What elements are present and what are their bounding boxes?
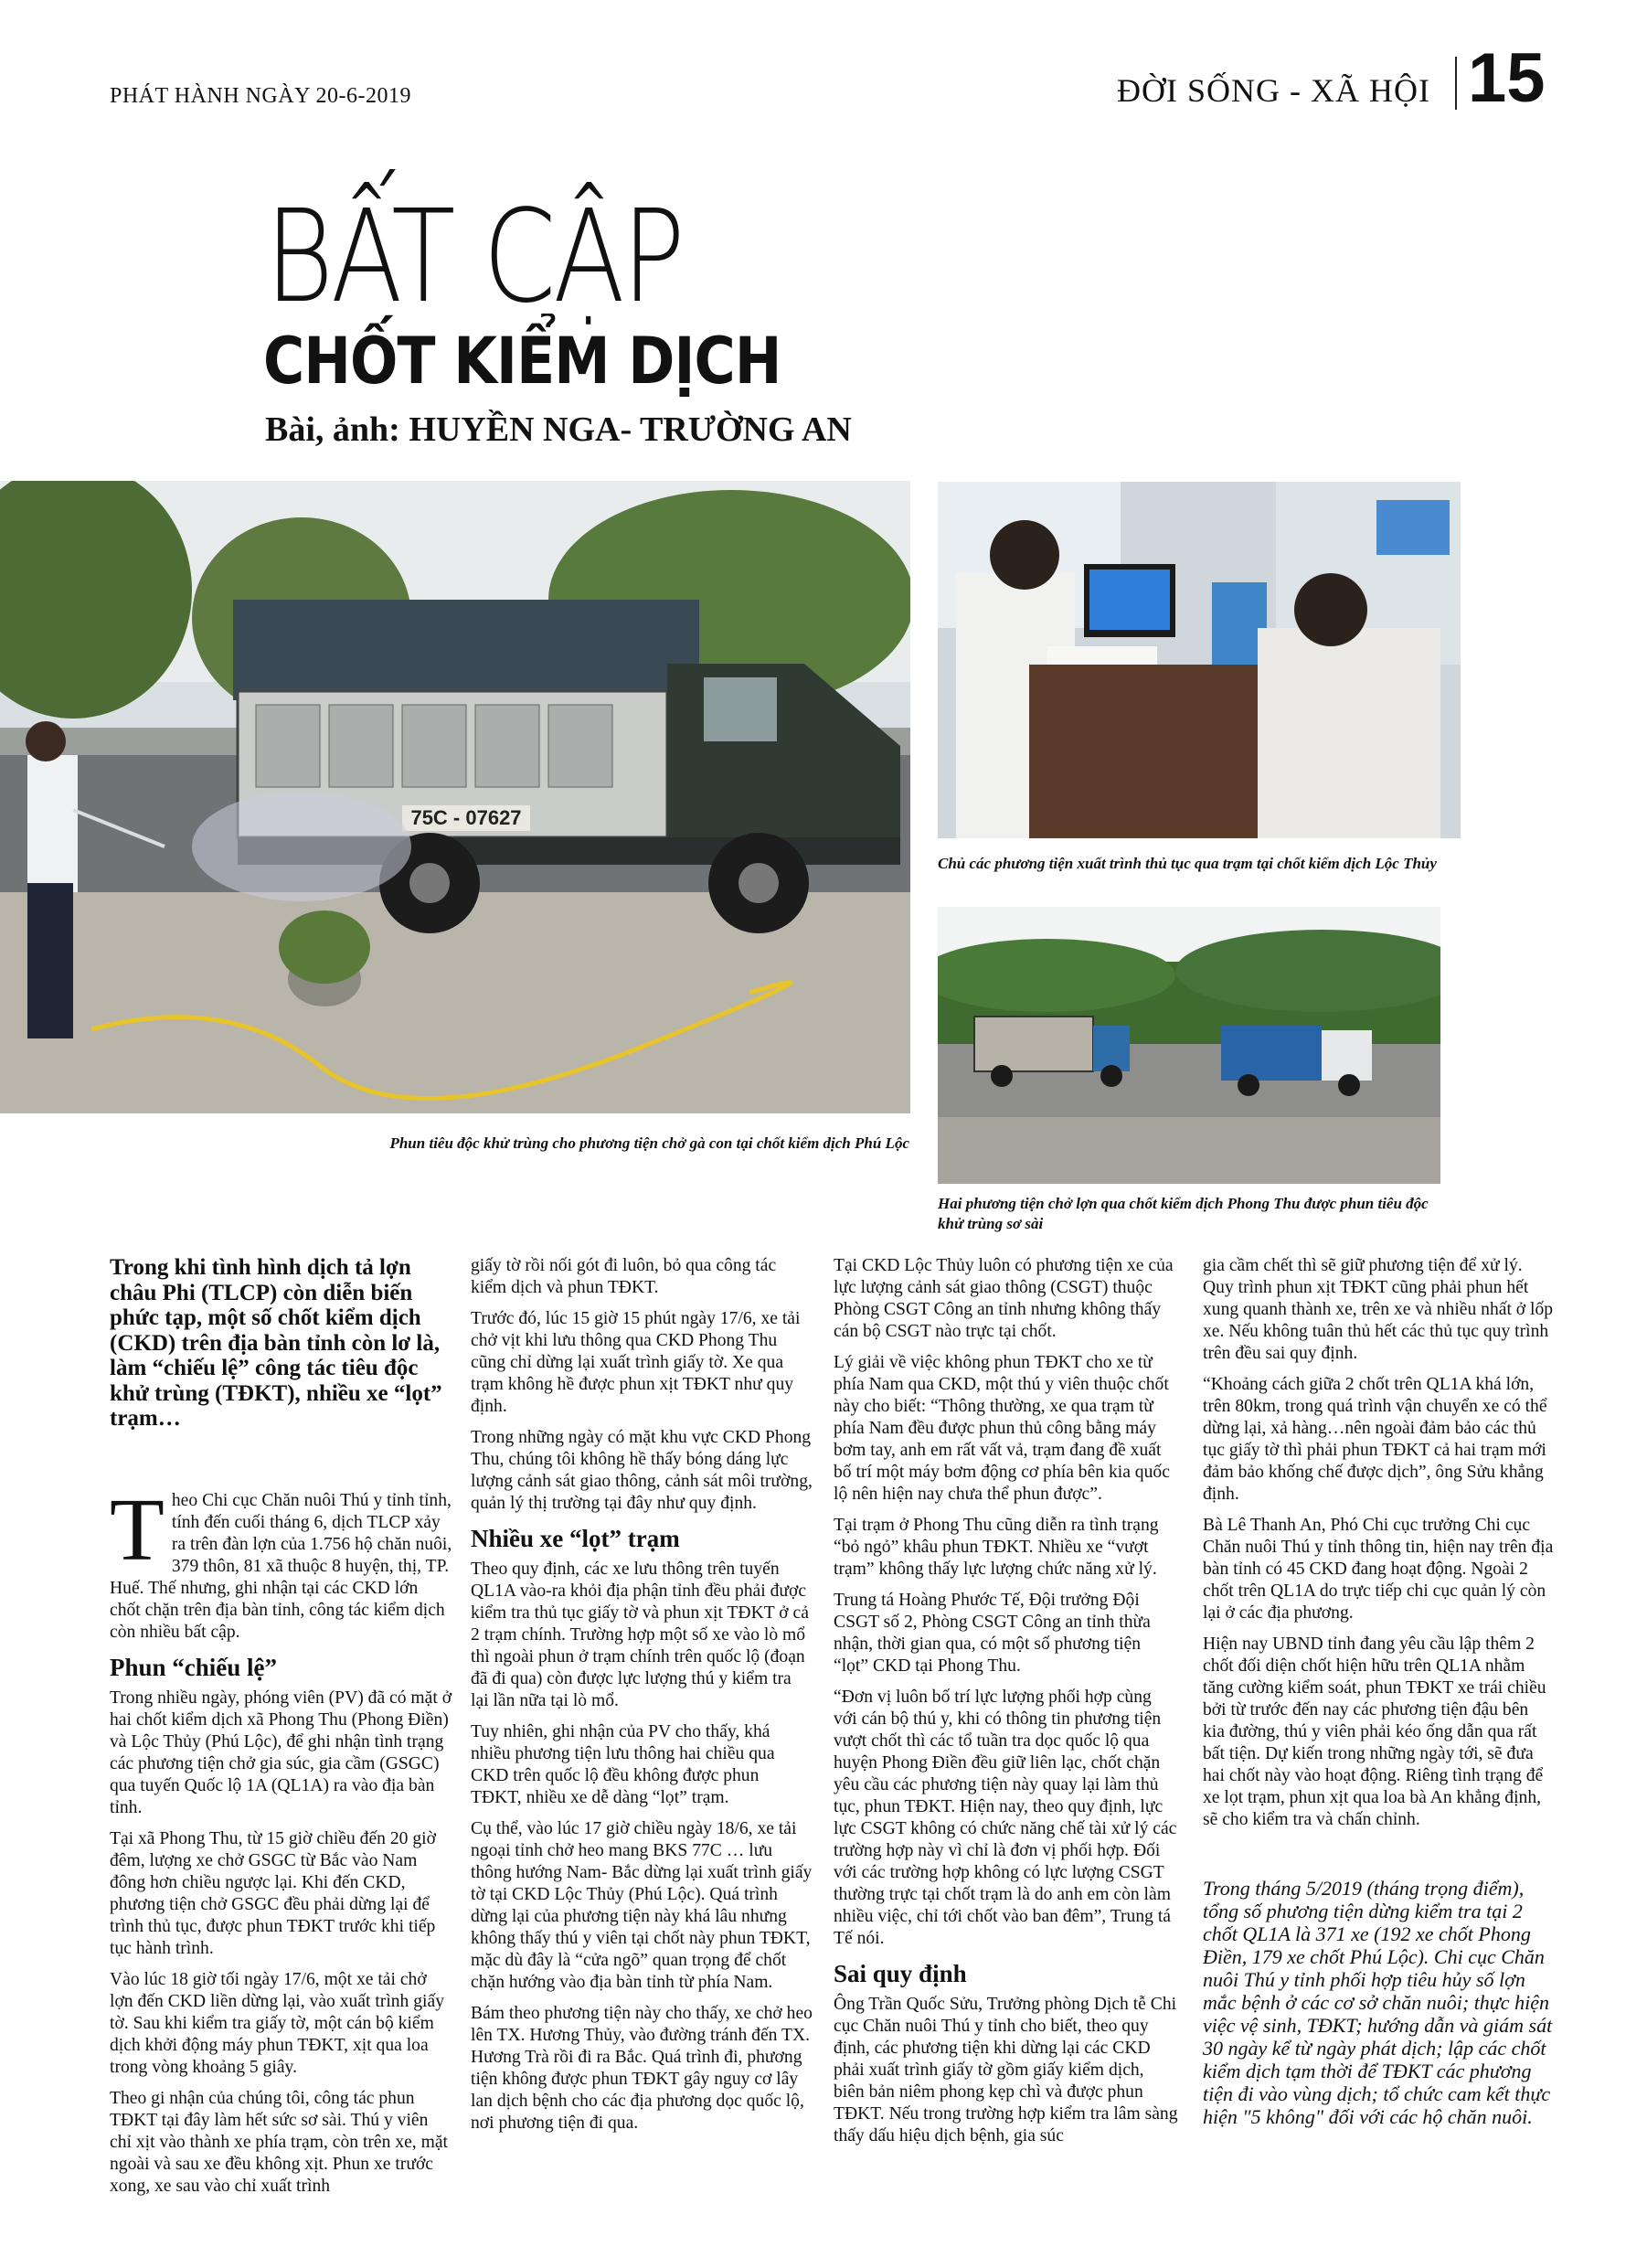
paragraph: Vào lúc 18 giờ tối ngày 17/6, một xe tải chở lợn đến CKD liền dừng lại, vào xuất trình giấy tờ. Sau khi kiểm tra giấy tờ, một cán bộ kiểm dịch khởi động máy phun TĐKT, xịt qua loa trong vòng khoảng 5 giây. [110, 1969, 444, 2077]
drop-cap: T [110, 1480, 165, 1580]
photo-pig-trucks [938, 907, 1440, 1184]
paragraph: Tại trạm ở Phong Thu cũng diễn ra tình trạng “bỏ ngỏ” khâu phun TĐKT. Nhiều xe “vượt trạm” không thấy lực lượng chức năng xử lý. [834, 1516, 1159, 1579]
paragraph: giấy tờ rồi nối gót đi luôn, bỏ qua công tác kiểm dịch và phun TĐKT. [471, 1256, 777, 1297]
paragraph: Bà Lê Thanh An, Phó Chi cục trưởng Chi cục Chăn nuôi Thú y tỉnh thông tin, hiện nay trên địa bàn tỉnh có 45 CKD đang hoạt động. Ngoài 2 chốt trên QL1A do trực tiếp chi cục quản lý còn lại ở các địa phương. [1203, 1516, 1554, 1623]
paragraph: Lý giải về việc không phun TĐKT cho xe từ phía Nam qua CKD, một thú y viên thuộc chốt này cho biết: “Thông thường, xe qua trạm từ phía Nam đều được phun thủ công bằng máy bơm tay, anh em rất vất vả, trạm đang đề xuất bố trí một máy bơm động cơ phía bên kia quốc lộ nên hiện nay chưa thể phun được”. [834, 1353, 1170, 1504]
subheading-nhieu-xe-lot-tram: Nhiều xe “lọt” trạm [471, 1525, 680, 1552]
article-column-1 [110, 1255, 452, 2207]
paragraph: Cụ thể, vào lúc 17 giờ chiều ngày 18/6, xe tải ngoại tỉnh chở heo mang BKS 77C … lưu thông hướng Nam- Bắc dừng lại xuất trình giấy tờ tại CKD Lộc Thủy (Phú Lộc). Quá trình dừng lại của phương tiện này khá lâu nhưng không thấy thú y viên tại chốt này phun TĐKT, mặc dù đây là “cửa ngõ” quan trọng để chốt chặn hướng vào địa bàn tỉnh từ phía Nam. [471, 1819, 813, 1992]
issue-date: PHÁT HÀNH NGÀY 20-6-2019 [110, 84, 411, 108]
paragraph: Hiện nay UBND tỉnh đang yêu cầu lập thêm 2 chốt đối diện chốt hiện hữu trên QL1A nhằm tăng cường kiểm soát, phun TĐKT xe trái chiều bởi từ trước đến nay các phương tiện đậu bên kia đường, thú y viên phải kéo ống dẫn qua rất bất tiện. Dự kiến trong những ngày tới, sẽ đưa hai chốt này vào hoạt động. Riêng tình trạng để xe lọt trạm, phun xịt qua loa bà An khẳng định, sẽ cho kiểm tra và chấn chỉnh. [1203, 1634, 1546, 1829]
article-column-3 [834, 1255, 1179, 2156]
paragraph: Tại CKD Lộc Thủy luôn có phương tiện xe của lực lượng cảnh sát giao thông (CSGT) thuộc Phòng CSGT Công an tỉnh nhưng không thấy cán bộ CSGT nào trực tại chốt. [834, 1256, 1174, 1341]
subheading-phun-chieu-le: Phun “chiếu lệ” [110, 1653, 278, 1681]
bottom-right-photo-caption: Hai phương tiện chở lợn qua chốt kiểm dịch Phong Thu được phun tiêu độc khử trùng sơ sài [938, 1195, 1429, 1232]
paragraph: heo Chi cục Chăn nuôi Thú y tỉnh tỉnh, tính đến cuối tháng 6, dịch TLCP xảy ra trên đàn lợn của 1.756 hộ chăn nuôi, 379 thôn, 81 xã thuộc 8 huyện, thị, TP. Huế. Thế nhưng, ghi nhận tại các CKD lớn chốt chặn trên địa bàn tỉnh, công tác kiểm dịch còn nhiều bất cập. [110, 1490, 452, 1642]
main-photo-caption: Phun tiêu độc khử trùng cho phương tiện chở gà con tại chốt kiểm dịch Phú Lộc [389, 1134, 909, 1152]
article-column-2 [471, 1255, 813, 2144]
top-right-photo-caption: Chủ các phương tiện xuất trình thủ tục qua trạm tại chốt kiểm dịch Lộc Thủy [938, 855, 1437, 872]
headline-line-2: CHỐT KIỂM DỊCH [263, 324, 781, 399]
paragraph: “Đơn vị luôn bố trí lực lượng phối hợp cùng với cán bộ thú y, khi có thông tin phương tiện vượt chốt thì các tổ tuần tra dọc quốc lộ qua huyện Phong Điền đều giữ liên lạc, chốt chặn yêu cầu các phương tiện này quay lại làm thủ tục, phun TĐKT. Hiện nay, theo quy định, lực lực CSGT không có chức năng chế tài xử lý các trường hợp này vì chỉ là đơn vị phối hợp. Đối với các trường hợp không có lực lượng CSGT thường trực tại chốt trạm là do anh em còn làm nhiều việc, chỉ tới chốt vào ban đêm”, Trung tá Tế nói. [834, 1688, 1177, 1948]
header-divider [1455, 57, 1457, 110]
article-lead: Trong khi tình hình dịch tả lợn châu Phi (TLCP) còn diễn biến phức tạp, một số chốt kiểm dịch (CKD) trên địa bàn tỉnh còn lơ là, làm “chiếu lệ” công tác tiêu độc khử trùng (TĐKT), nhiều xe “lọt” trạm… [110, 1255, 442, 1431]
headline-line-1: BẤT CẬP [265, 183, 683, 332]
paragraph: Bám theo phương tiện này cho thấy, xe chở heo lên TX. Hương Thủy, vào đường tránh đến TX. Hương Trà rồi đi ra Bắc. Quá trình đi, phương tiện không được phun TĐKT gây nguy cơ lây lan dịch bệnh cho các địa phương dọc quốc lộ, nơi phương tiện đi qua. [471, 2004, 813, 2133]
paragraph: “Khoảng cách giữa 2 chốt trên QL1A khá lớn, trên 80km, trong quá trình vận chuyển xe có thể dừng lại, xả hàng…nên ngoài đảm bảo các thủ tục giấy tờ thì phải phun TĐKT cả hai trạm mới đảm bảo khống chế được dịch”, ông Sửu khẳng định. [1203, 1375, 1547, 1504]
article-column-4 [1203, 1255, 1555, 2137]
paragraph: Ông Trần Quốc Sửu, Trưởng phòng Dịch tễ Chi cục Chăn nuôi Thú y tỉnh cho biết, theo quy định, các phương tiện khi dừng lại các CKD phải xuất trình giấy tờ gồm giấy kiểm dịch, biên bản niêm phong kẹp chì và được phun TĐKT. Nếu trong trường hợp kiểm tra lâm sàng thấy dấu hiệu dịch bệnh, gia súc [834, 1995, 1178, 2146]
license-plate: 75C - 07627 [410, 806, 522, 829]
paragraph: Trước đó, lúc 15 giờ 15 phút ngày 17/6, xe tải chở vịt khi lưu thông qua CKD Phong Thu cũng chỉ dừng lại xuất trình giấy tờ. Xe qua trạm không hề được phun xịt TĐKT như quy định. [471, 1309, 801, 1416]
paragraph: Theo gi nhận của chúng tôi, công tác phun TĐKT tại đây làm hết sức sơ sài. Thú y viên chỉ xịt vào thành xe phía trạm, còn trên xe, mặt ngoài và sau xe đều không xịt. Phun xe trước xong, xe sau vào chỉ xuất trình [110, 2088, 448, 2196]
photo-disinfecting-truck [0, 481, 910, 1113]
paragraph: Tuy nhiên, ghi nhận của PV cho thấy, khá nhiều phương tiện lưu thông hai chiều qua CKD trên quốc lộ đều không được phun TĐKT, nhiều xe dễ dàng “lọt” trạm. [471, 1722, 775, 1807]
paragraph: Trong những ngày có mặt khu vực CKD Phong Thu, chúng tôi không hề thấy bóng dáng lực lượng cảnh sát giao thông, cảnh sát môi trường, quản lý thị trường tại đây như quy định. [471, 1428, 813, 1513]
page-number: 15 [1468, 39, 1546, 117]
subheading-sai-quy-dinh: Sai quy định [834, 1960, 967, 1987]
byline: Bài, ảnh: HUYỀN NGA- TRƯỜNG AN [265, 410, 852, 449]
paragraph: gia cầm chết thì sẽ giữ phương tiện để xử lý. Quy trình phun xịt TĐKT cũng phải phun hết xung quanh thành xe, trên xe và nhiều nhất ở lốp xe. Nếu không tuân thủ hết các thủ tục quy trình trên đều sai quy định. [1203, 1256, 1554, 1363]
paragraph: Tại xã Phong Thu, từ 15 giờ chiều đến 20 giờ đêm, lượng xe chở GSGC từ Bắc vào Nam đông hơn chiều ngược lại. Khi đến CKD, phương tiện chở GSGC đều phải dừng lại để trình thủ tục, được phun TĐKT trước khi tiếp tục hành trình. [110, 1828, 436, 1958]
photo-document-check [938, 482, 1461, 838]
paragraph: Trung tá Hoàng Phước Tế, Đội trưởng Đội CSGT số 2, Phòng CSGT Công an tỉnh thừa nhận, thời gian qua, có một số phương tiện “lọt” CKD tại Phong Thu. [834, 1591, 1151, 1676]
paragraph: Trong nhiều ngày, phóng viên (PV) đã có mặt ở hai chốt kiểm dịch xã Phong Thu (Phong Điền) và Lộc Thủy (Phú Lộc), để ghi nhận tình trạng các phương tiện chở gia súc, gia cầm (GSGC) qua tuyến Quốc lộ 1A (QL1A) ra vào địa bàn tỉnh. [110, 1688, 452, 1817]
section-name: ĐỜI SỐNG - XÃ HỘI [1117, 72, 1430, 109]
paragraph: Theo quy định, các xe lưu thông trên tuyến QL1A vào-ra khỏi địa phận tỉnh đều phải được kiểm tra thủ tục giấy tờ và phun xịt TĐKT ở cả 2 trạm chính. Trường hợp một số xe vào lò mổ thì ngoài phun ở trạm chính trên quốc lộ (đoạn đã đi qua) còn được lực lượng thú y kiểm tra lại lần nữa tại lò mổ. [471, 1560, 809, 1710]
statistics-sidebar-note: Trong tháng 5/2019 (tháng trọng điểm), tổng số phương tiện dừng kiểm tra tại 2 chốt QL1A là 371 xe (192 xe chốt Phong Điền, 179 xe chốt Phú Lộc). Chi cục Chăn nuôi Thú y tỉnh phối hợp tiêu hủy số lợn mắc bệnh ở các cơ sở chăn nuôi; thực hiện việc vệ sinh, TĐKT; hướng dẫn và giám sát 30 ngày kể từ ngày phát dịch; lập các chốt kiểm dịch tạm thời để TĐKT các phương tiện đi vào vùng dịch; tổ chức cam kết thực hiện "5 không" đối với các hộ chăn nuôi. [1203, 1877, 1553, 2128]
